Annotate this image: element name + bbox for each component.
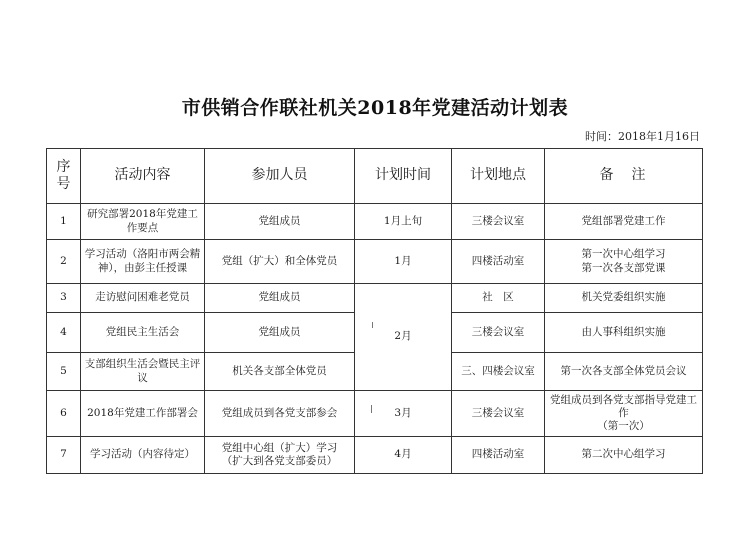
row-notes-line2: 第一次各支部党课 <box>581 261 666 274</box>
header-index-line2: 号 <box>56 176 71 192</box>
row-participants: 党组成员 <box>205 204 355 240</box>
row-content: 2018年党建工作部署会 <box>81 391 205 437</box>
row-index: 5 <box>47 353 81 391</box>
scan-artifact-mark <box>371 405 372 413</box>
row-notes <box>545 391 703 437</box>
header-content: 活动内容 <box>81 149 205 204</box>
row-participants: 党组成员 <box>205 313 355 353</box>
header-index-line1: 序 <box>56 158 71 175</box>
table-row <box>47 240 703 284</box>
row-place: 三楼会议室 <box>452 204 545 240</box>
row-participants-line1: 党组中心组（扩大）学习 <box>221 441 338 454</box>
row-notes-line2: （第一次） <box>597 420 650 433</box>
row-index: 3 <box>47 284 81 313</box>
row-content: 支部组织生活会暨民主评议 <box>81 353 205 391</box>
row-notes-line1: 第一次中心组学习 <box>581 248 666 261</box>
row-place: 三楼会议室 <box>452 391 545 437</box>
row-content: 学习活动（洛阳市两会精神），由彭主任授课 <box>81 240 205 284</box>
table-row <box>47 284 703 313</box>
row-participants: 党组成员到各党支部参会 <box>205 391 355 437</box>
row-place: 四楼活动室 <box>452 240 545 284</box>
row-index: 2 <box>47 240 81 284</box>
row-notes: 党组部署党建工作 <box>545 204 703 240</box>
row-time: 4月 <box>355 437 452 474</box>
document-title: 市供销合作联社机关2018年党建活动计划表 <box>181 97 569 119</box>
row-time: 1月上旬 <box>355 204 452 240</box>
header-place: 计划地点 <box>452 149 545 204</box>
row-content: 党组民主生活会 <box>81 313 205 353</box>
row-participants-line2: （扩大到各党支部委员） <box>221 455 338 467</box>
row-content: 研究部署2018年党建工作要点 <box>81 204 205 240</box>
header-notes: 备 注 <box>545 149 703 204</box>
row-index: 1 <box>47 204 81 240</box>
row-notes: 机关党委组织实施 <box>545 284 703 313</box>
row-index: 7 <box>47 437 81 474</box>
row-time-merged: 2月 <box>355 284 452 391</box>
row-content: 走访慰问困难老党员 <box>81 284 205 313</box>
table-row <box>47 204 703 240</box>
row-participants: 党组（扩大）和全体党员 <box>205 240 355 284</box>
header-index <box>47 149 81 204</box>
activity-plan-table <box>46 148 703 474</box>
row-notes: 由人事科组织实施 <box>545 313 703 353</box>
row-content: 学习活动（内容待定） <box>81 437 205 474</box>
row-time: 3月 <box>355 391 452 437</box>
row-notes: 第二次中心组学习 <box>545 437 703 474</box>
row-participants: 机关各支部全体党员 <box>205 353 355 391</box>
row-index: 4 <box>47 313 81 353</box>
scan-artifact-mark <box>372 322 373 328</box>
row-place: 三楼会议室 <box>452 313 545 353</box>
table-header-row <box>47 149 703 204</box>
header-time: 计划时间 <box>355 149 452 204</box>
table-row <box>47 391 703 437</box>
header-participants: 参加人员 <box>205 149 355 204</box>
row-place: 四楼活动室 <box>452 437 545 474</box>
row-notes <box>545 240 703 284</box>
row-participants <box>205 437 355 474</box>
row-place: 三、四楼会议室 <box>452 353 545 391</box>
row-index: 6 <box>47 391 81 437</box>
row-place: 社 区 <box>452 284 545 313</box>
row-notes-line1: 党组成员到各党支部指导党建工作 <box>550 393 697 419</box>
row-notes: 第一次各支部全体党员会议 <box>545 353 703 391</box>
table-row <box>47 437 703 474</box>
document-date: 时间：2018年1月16日 <box>585 130 700 143</box>
row-time: 1月 <box>355 240 452 284</box>
row-participants: 党组成员 <box>205 284 355 313</box>
